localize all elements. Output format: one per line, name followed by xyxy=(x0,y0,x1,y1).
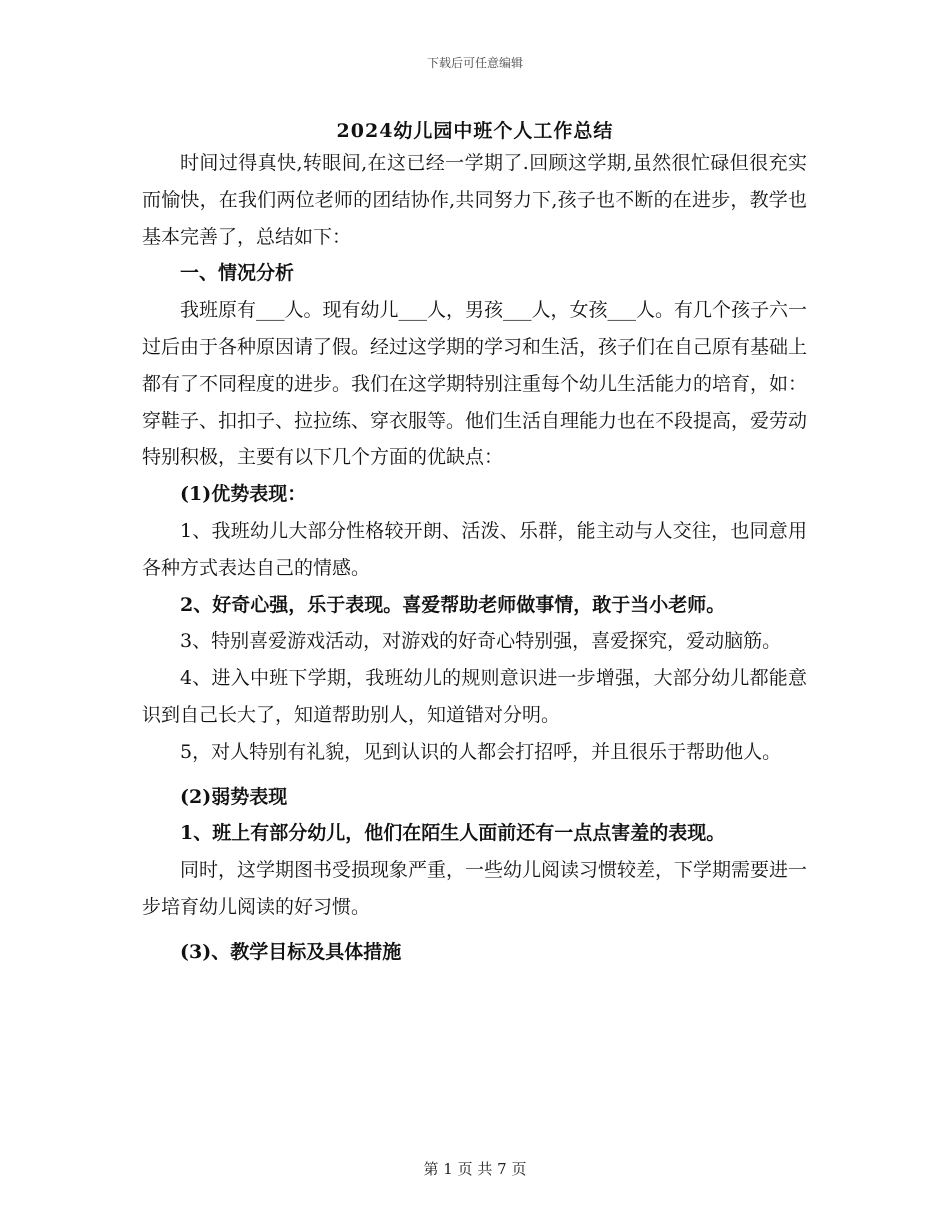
strength-item-2: 2、好奇心强，乐于表现。喜爱帮助老师做事情，敢于当小老师。 xyxy=(180,593,726,616)
strength-item-1: 1、我班幼儿大部分性格较开朗、活泼、乐群，能主动与人交往，也同意用各种方式表达自己的情感。 xyxy=(142,519,807,579)
weakness-item-2: 同时，这学期图书受损现象严重，一些幼儿阅读习惯较差，下学期需要进一步培育幼儿阅读的好习惯。 xyxy=(142,859,808,918)
strength-item-4: 4、进入中班下学期，我班幼儿的规则意识进一步增强，大部分幼儿都能意识到自己长大了，知道帮助别人，知道错对分明。 xyxy=(142,667,807,726)
document-title: 2024幼儿园中班个人工作总结 xyxy=(336,120,614,142)
situation-paragraph: 我班原有___人。现有幼儿___人，男孩___人，女孩___人。有几个孩子六一过后由于各种原因请了假。经过这学期的学习和生活，孩子们在自己原有基础上都有了不同程度的进步。我们在这学期特别注重每个幼儿生活能力的培育，如：穿鞋子、扣扣子、拉拉练、穿衣服等。他们生活自理能力也在不段提高，爱劳动特别积极，主要有以下几个方面的优缺点： xyxy=(142,299,808,469)
weakness-item-1: 1、班上有部分幼儿，他们在陌生人面前还有一点点害羞的表现。 xyxy=(180,822,726,845)
intro-paragraph: 时间过得真快,转眼间,在这已经一学期了.回顾这学期,虽然很忙碌但很充实而愉快，在我们两位老师的团结协作,共同努力下,孩子也不断的在进步，教学也基本完善了，总结如下： xyxy=(142,152,807,248)
subheading-weaknesses: (2)弱势表现 xyxy=(180,785,288,808)
header-note: 下载后可任意编辑 xyxy=(426,56,523,70)
strength-item-5: 5，对人特别有礼貌，见到认识的人都会打招呼，并且很乐于帮助他人。 xyxy=(180,740,782,763)
section-heading-situation: 一、情况分析 xyxy=(180,262,295,285)
strength-item-3: 3、特别喜爱游戏活动，对游戏的好奇心特别强，喜爱探究，爱动脑筋。 xyxy=(180,630,782,653)
subheading-goals: (3)、教学目标及具体措施 xyxy=(180,940,402,963)
document-body xyxy=(142,145,807,971)
subheading-strengths: (1)优势表现： xyxy=(180,483,307,506)
page-footer: 第 1 页 共 7 页 xyxy=(423,1160,527,1178)
